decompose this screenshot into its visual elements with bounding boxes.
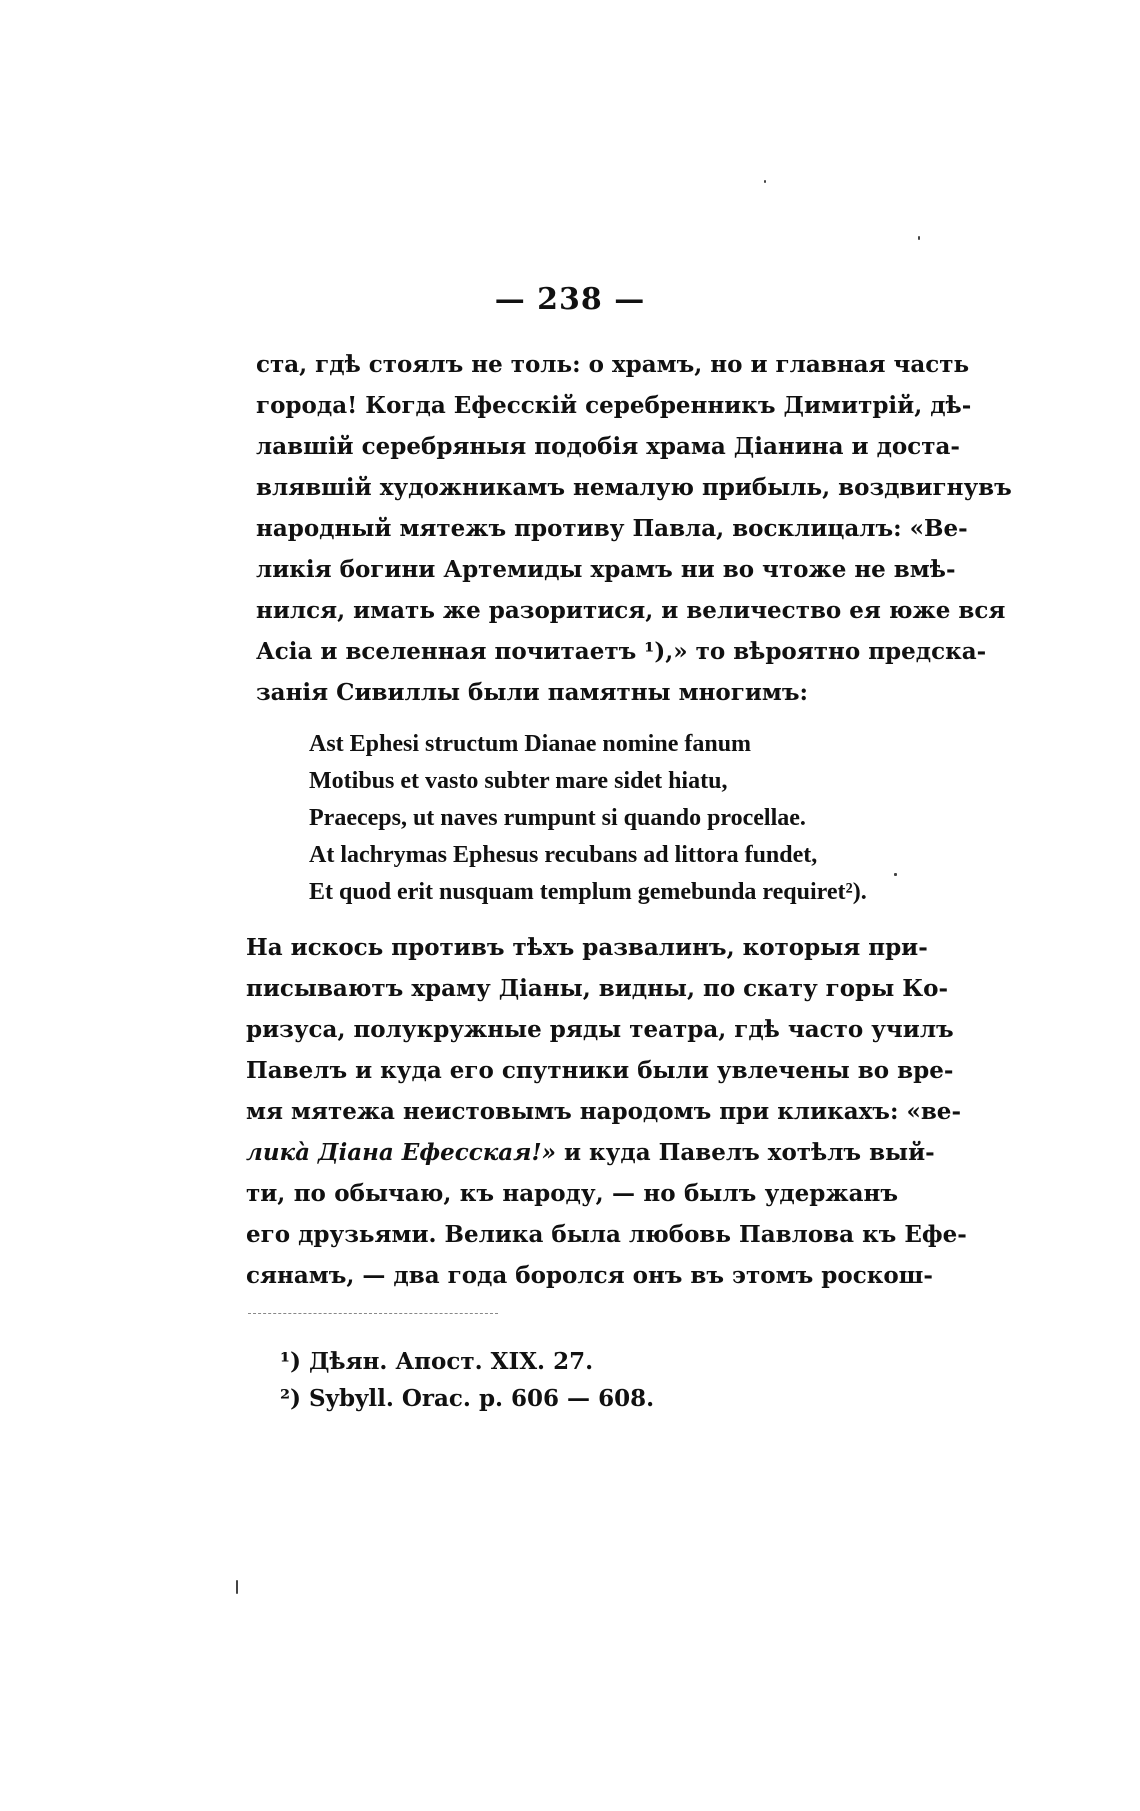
latin-verse-quote	[309, 726, 869, 911]
text-line: ликія богини Артемиды храмъ ни во чтоже не вмѣ-	[256, 556, 956, 583]
scan-speck	[764, 180, 766, 183]
scan-speck	[236, 1580, 238, 1594]
text-line: его друзьями. Велика была любовь Павлова къ Ефе-	[246, 1221, 967, 1248]
verse-line: Et quod erit nusquam templum gemebunda requiret²).	[309, 879, 867, 905]
text-line: На искось противъ тѣхъ развалинъ, которыя при-	[246, 934, 928, 961]
text-line: города! Когда Ефесскій серебренникъ Димитрій, дѣ-	[256, 392, 972, 419]
text-segment: и куда Павелъ хотѣлъ вый-	[563, 1139, 935, 1166]
verse-line: Praeceps, ut naves rumpunt si quando procellae.	[309, 805, 806, 831]
paragraph-2	[246, 927, 967, 1296]
page-number: — 238 —	[494, 282, 646, 317]
footnotes	[280, 1343, 780, 1417]
scan-speck	[918, 236, 920, 240]
paragraph-1	[256, 344, 1012, 713]
text-line: писываютъ храму Діаны, видны, по скату горы Ко-	[246, 975, 949, 1002]
verse-line: Ast Ephesi structum Dianae nomine fanum	[309, 731, 752, 757]
text-line: ризуса, полукружные ряды театра, гдѣ часто училъ	[246, 1016, 954, 1043]
verse-line: At lachrymas Ephesus recubans ad littora fundet,	[309, 842, 818, 868]
footnote-1: ¹) Дѣян. Апост. XIX. 27.	[280, 1348, 594, 1375]
verse-line: Motibus et vasto subter mare sidet hiatu,	[309, 768, 728, 794]
text-line-with-italic	[246, 1132, 935, 1173]
text-line: Асіа и вселенная почитаетъ ¹),» то вѣроятно предска-	[256, 638, 987, 665]
text-line: нился, имать же разоритися, и величество ея юже вся	[256, 597, 1006, 624]
text-line: сянамъ, — два года боролся онъ въ этомъ роскош-	[246, 1262, 933, 1289]
text-line: ти, по обычаю, къ народу, — но былъ удержанъ	[246, 1180, 898, 1207]
text-line: занія Сивиллы были памятны многимъ:	[256, 679, 809, 706]
text-line: влявшій художникамъ немалую прибыль, воздвигнувъ	[256, 474, 1012, 501]
text-line: лавшій серебряныя подобія храма Діанина и доста-	[256, 433, 960, 460]
text-line: мя мятежа неистовымъ народомъ при кликахъ: «ве-	[246, 1098, 961, 1125]
text-line: ста, гдѣ стоялъ не толь: о храмъ, но и главная часть	[256, 351, 970, 378]
text-line: Павелъ и куда его спутники были увлечены во вре-	[246, 1057, 954, 1084]
italic-exclamation: ликà Діана Ефесская!»	[246, 1139, 556, 1166]
text-line: народный мятежъ противу Павла, восклицалъ: «Ве-	[256, 515, 968, 542]
footnote-2: ²) Sybyll. Orac. p. 606 — 608.	[280, 1385, 655, 1412]
footnote-divider	[248, 1313, 498, 1314]
scan-speck	[894, 873, 897, 876]
